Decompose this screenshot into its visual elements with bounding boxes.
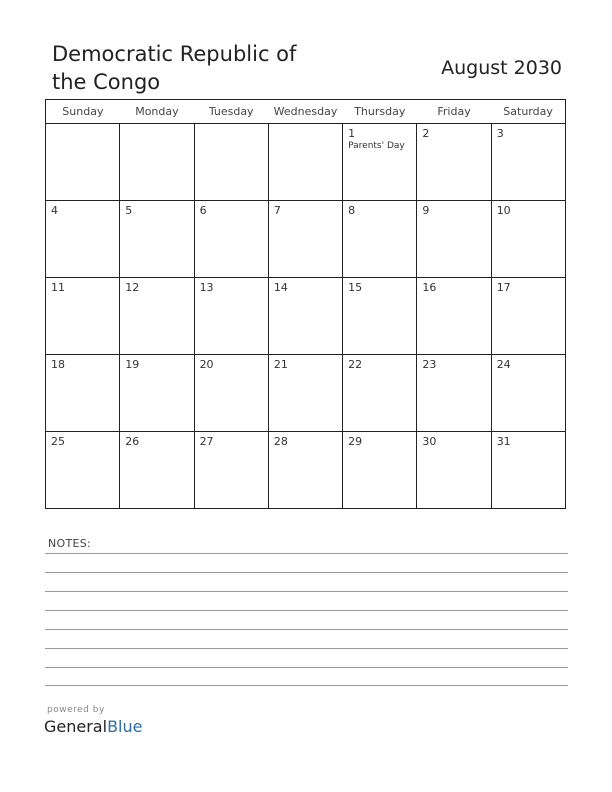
day-cell (268, 432, 342, 509)
note-line (45, 685, 568, 686)
day-cell (46, 432, 120, 509)
day-number: 7 (273, 204, 281, 217)
week-row (46, 355, 566, 432)
generalblue-logo (44, 717, 142, 736)
day-cell (46, 355, 120, 432)
week-row (46, 278, 566, 355)
day-cell (343, 355, 417, 432)
day-cell (194, 432, 268, 509)
day-number: 18 (51, 358, 65, 371)
month-year-title: August 2030 (441, 57, 562, 79)
day-cell (491, 201, 565, 278)
powered-by-text: powered by (47, 705, 105, 715)
day-number: 5 (125, 204, 133, 217)
day-number: 9 (422, 204, 430, 217)
day-cell (417, 124, 491, 201)
note-line (45, 629, 568, 630)
brand-blue: Blue (107, 717, 143, 736)
day-number: 14 (273, 281, 288, 294)
day-number: 12 (125, 281, 140, 294)
note-line (45, 553, 568, 554)
weekday-friday: Friday (417, 100, 491, 124)
holiday-label: Parents' Day (348, 141, 405, 151)
week-row (46, 124, 566, 201)
day-cell (120, 124, 194, 201)
day-cell (194, 278, 268, 355)
week-row (46, 201, 566, 278)
week-row (46, 432, 566, 509)
day-cell (268, 355, 342, 432)
country-title-line-2: the Congo (52, 70, 161, 94)
day-number: 11 (51, 281, 65, 294)
weekday-sunday: Sunday (46, 100, 120, 124)
day-cell (268, 278, 342, 355)
day-number: 6 (199, 204, 207, 217)
day-cell (120, 201, 194, 278)
day-number: 26 (125, 435, 140, 448)
note-line (45, 648, 568, 649)
note-line (45, 572, 568, 573)
day-number: 8 (348, 204, 356, 217)
note-line (45, 667, 568, 668)
weekday-thursday: Thursday (343, 100, 417, 124)
day-cell (491, 278, 565, 355)
day-number: 19 (125, 358, 140, 371)
day-cell (343, 201, 417, 278)
day-cell (46, 124, 120, 201)
brand-general: General (44, 717, 108, 736)
day-cell (194, 124, 268, 201)
day-number: 13 (199, 281, 214, 294)
day-number: 22 (348, 358, 363, 371)
day-cell (491, 355, 565, 432)
day-number: 24 (496, 358, 511, 371)
day-number: 16 (422, 281, 437, 294)
weekday-tuesday: Tuesday (194, 100, 268, 124)
day-number: 30 (422, 435, 437, 448)
day-cell (268, 201, 342, 278)
day-number: 31 (496, 435, 511, 448)
day-cell (120, 278, 194, 355)
day-cell (491, 124, 565, 201)
day-number: 1 (348, 127, 356, 140)
day-cell (417, 201, 491, 278)
day-cell (194, 201, 268, 278)
day-cell (343, 124, 417, 201)
weekday-wednesday: Wednesday (268, 100, 342, 124)
day-cell (120, 432, 194, 509)
day-cell (343, 432, 417, 509)
note-line (45, 591, 568, 592)
day-cell (491, 432, 565, 509)
country-title-line-1: Democratic Republic of (52, 42, 297, 66)
day-cell (46, 201, 120, 278)
weekday-saturday: Saturday (491, 100, 565, 124)
day-number: 15 (348, 281, 363, 294)
country-title (52, 40, 352, 96)
day-cell (343, 278, 417, 355)
day-number: 10 (496, 204, 511, 217)
day-number: 17 (496, 281, 511, 294)
note-line (45, 610, 568, 611)
day-cell (417, 432, 491, 509)
day-number: 28 (273, 435, 288, 448)
notes-label: NOTES: (48, 537, 92, 550)
day-cell (46, 278, 120, 355)
day-cell (120, 355, 194, 432)
day-cell (268, 124, 342, 201)
weekday-monday: Monday (120, 100, 194, 124)
day-number: 21 (273, 358, 288, 371)
weekday-header-row (46, 100, 566, 124)
day-cell (417, 355, 491, 432)
day-number: 29 (348, 435, 363, 448)
day-number: 2 (422, 127, 430, 140)
day-cell (417, 278, 491, 355)
day-number: 25 (51, 435, 65, 448)
day-cell (194, 355, 268, 432)
day-number: 20 (199, 358, 214, 371)
day-number: 4 (51, 204, 58, 217)
day-number: 23 (422, 358, 437, 371)
calendar-grid (45, 99, 566, 509)
day-number: 27 (199, 435, 214, 448)
day-number: 3 (496, 127, 504, 140)
